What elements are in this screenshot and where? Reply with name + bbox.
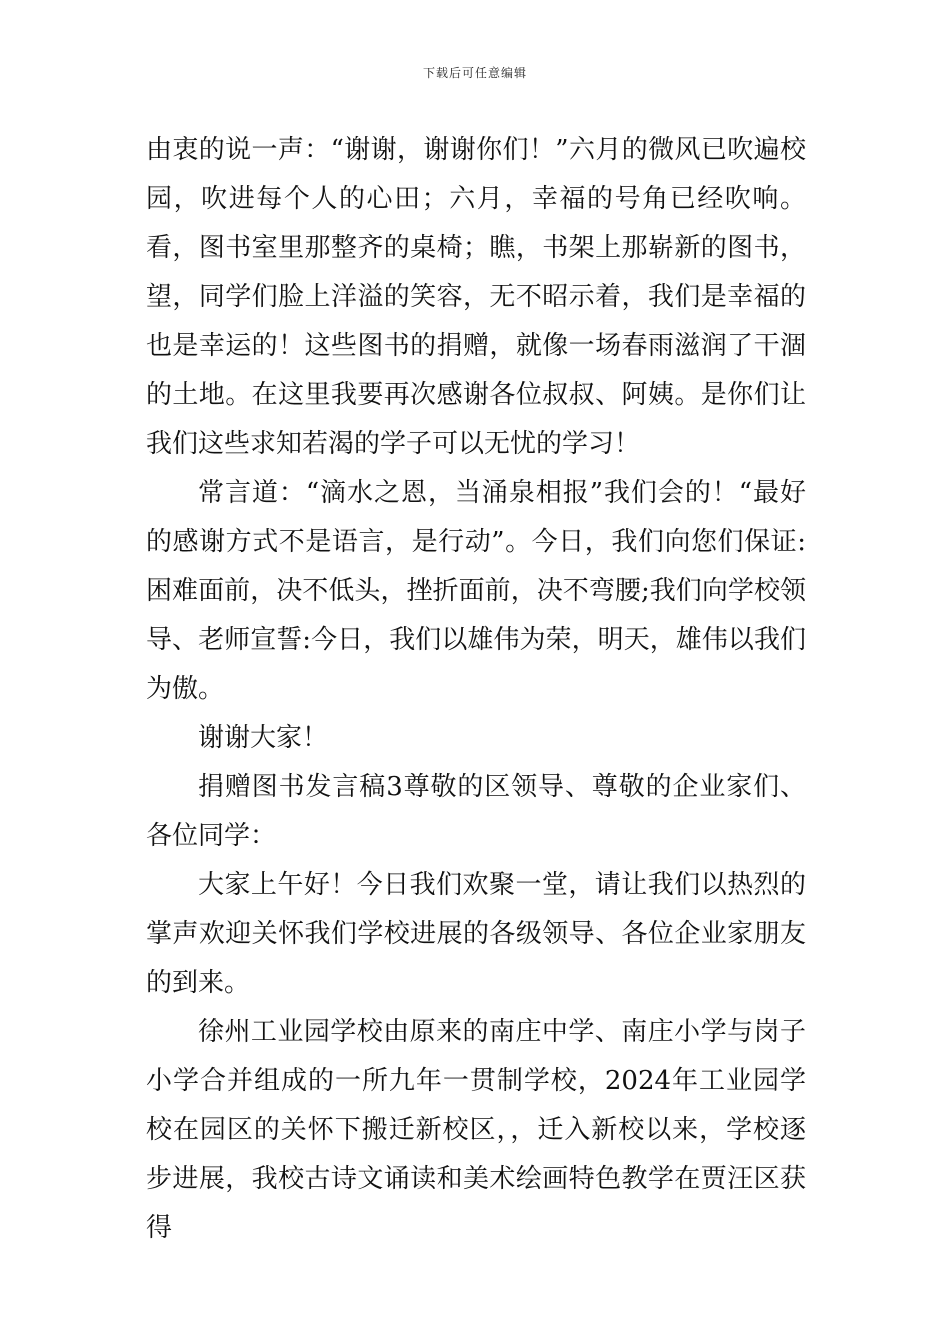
document-body [146, 126, 806, 1253]
paragraph-welcome: 大家上午好！今日我们欢聚一堂，请让我们以热烈的掌声欢迎关怀我们学校进展的各级领导、各位企业家朋友的到来。 [146, 870, 806, 998]
paragraph-thank-you-all: 谢谢大家！ [198, 723, 329, 753]
paragraph-school-history: 徐州工业园学校由原来的南庄中学、南庄小学与岗子小学合并组成的一所九年一贯制学校，2024年工业园学校在园区的关怀下搬迁新校区，，迁入新校以来，学校逐步进展，我校古诗文诵读和美术绘画特色教学在贾汪区获得 [146, 1017, 806, 1243]
paragraph-speech-3-greeting: 捐赠图书发言稿3尊敬的区领导、尊敬的企业家们、各位同学： [146, 772, 806, 851]
paragraph-promise: 常言道：“滴水之恩，当涌泉相报”我们会的！“最好的感谢方式不是语言，是行动”。今日，我们向您们保证:困难面前，决不低头，挫折面前，决不弯腰;我们向学校领导、老师宣誓:今日，我们以雄伟为荣，明天，雄伟以我们为傲。 [146, 478, 806, 704]
page-header-note: 下载后可任意编辑 [422, 66, 527, 80]
paragraph-thanks-closing: 由衷的说一声：“谢谢，谢谢你们！”六月的微风已吹遍校园，吹进每个人的心田；六月，幸福的号角已经吹响。看，图书室里那整齐的桌椅；瞧，书架上那崭新的图书，望，同学们脸上洋溢的笑容，无不昭示着，我们是幸福的也是幸运的！这些图书的捐赠，就像一场春雨滋润了干涸的土地。在这里我要再次感谢各位叔叔、阿姨。是你们让我们这些求知若渴的学子可以无忧的学习！ [146, 135, 806, 459]
